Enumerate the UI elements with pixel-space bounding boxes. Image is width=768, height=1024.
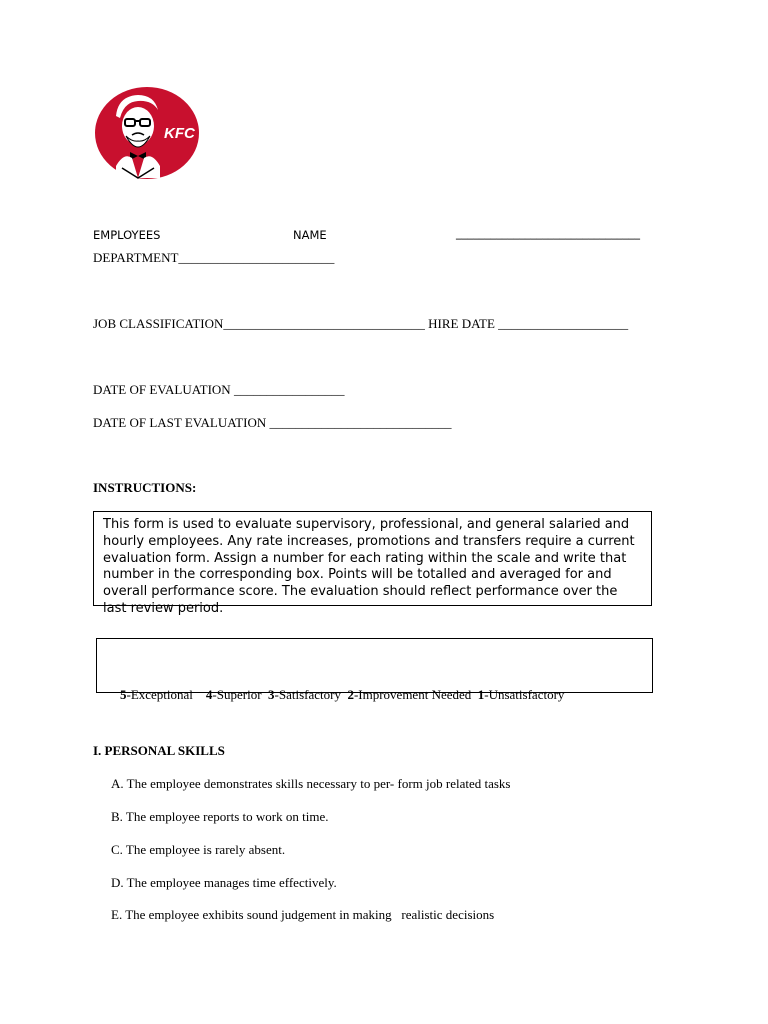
rating-3-label: -Satisfactory (274, 687, 341, 702)
list-item: C. The employee is rarely absent. (111, 842, 286, 857)
employees-label: EMPLOYEES (93, 228, 161, 242)
rating-3-number: 3 (268, 687, 275, 702)
section-title: I. PERSONAL SKILLS (93, 743, 225, 758)
list-item: A. The employee demonstrates skills necessary to per- form job related tasks (111, 776, 511, 791)
date-of-last-evaluation-field: DATE OF LAST EVALUATION ____________________________ (93, 415, 452, 430)
rating-1-number: 1 (477, 687, 485, 702)
kfc-logo (94, 86, 200, 180)
rating-4-label: -Superior (212, 687, 262, 702)
rating-2-number: 2 (347, 687, 354, 702)
instructions-text: This form is used to evaluate supervisory, professional, and general salaried and hourly employees. Any rate increases, promotions and transfers require a current evaluation form. Assign a number for each rating within the scale and write that number in the corresponding box. Points will be totalled and averaged for and overall performance score. The evaluation should reflect performance over the last review period. (103, 517, 635, 616)
list-item: B. The employee reports to work on time. (111, 809, 329, 824)
rating-scale-box (96, 638, 653, 702)
rating-1-label: -Unsatisfactory (484, 687, 565, 702)
rating-4-number: 4 (205, 687, 213, 702)
rating-scale (107, 671, 564, 719)
rating-2-label: -Improvement Needed (353, 687, 472, 702)
list-item: E. The employee exhibits sound judgement in making realistic decisions (111, 907, 495, 922)
kfc-logo-text: KFC (164, 125, 195, 142)
date-of-evaluation-field: DATE OF EVALUATION _________________ (93, 382, 345, 397)
job-classification-field: JOB CLASSIFICATION_______________________________ HIRE DATE ____________________ (93, 316, 629, 331)
department-field: DEPARTMENT________________________ (93, 250, 335, 265)
instructions-heading: INSTRUCTIONS: (93, 480, 197, 495)
rating-5-number: 5 (120, 687, 127, 702)
rating-5-label: -Exceptional (126, 687, 193, 702)
instructions-box (93, 511, 652, 616)
list-item: D. The employee manages time effectively. (111, 875, 337, 890)
name-blank: ________________________________ (456, 226, 640, 240)
name-label: NAME (293, 228, 327, 242)
